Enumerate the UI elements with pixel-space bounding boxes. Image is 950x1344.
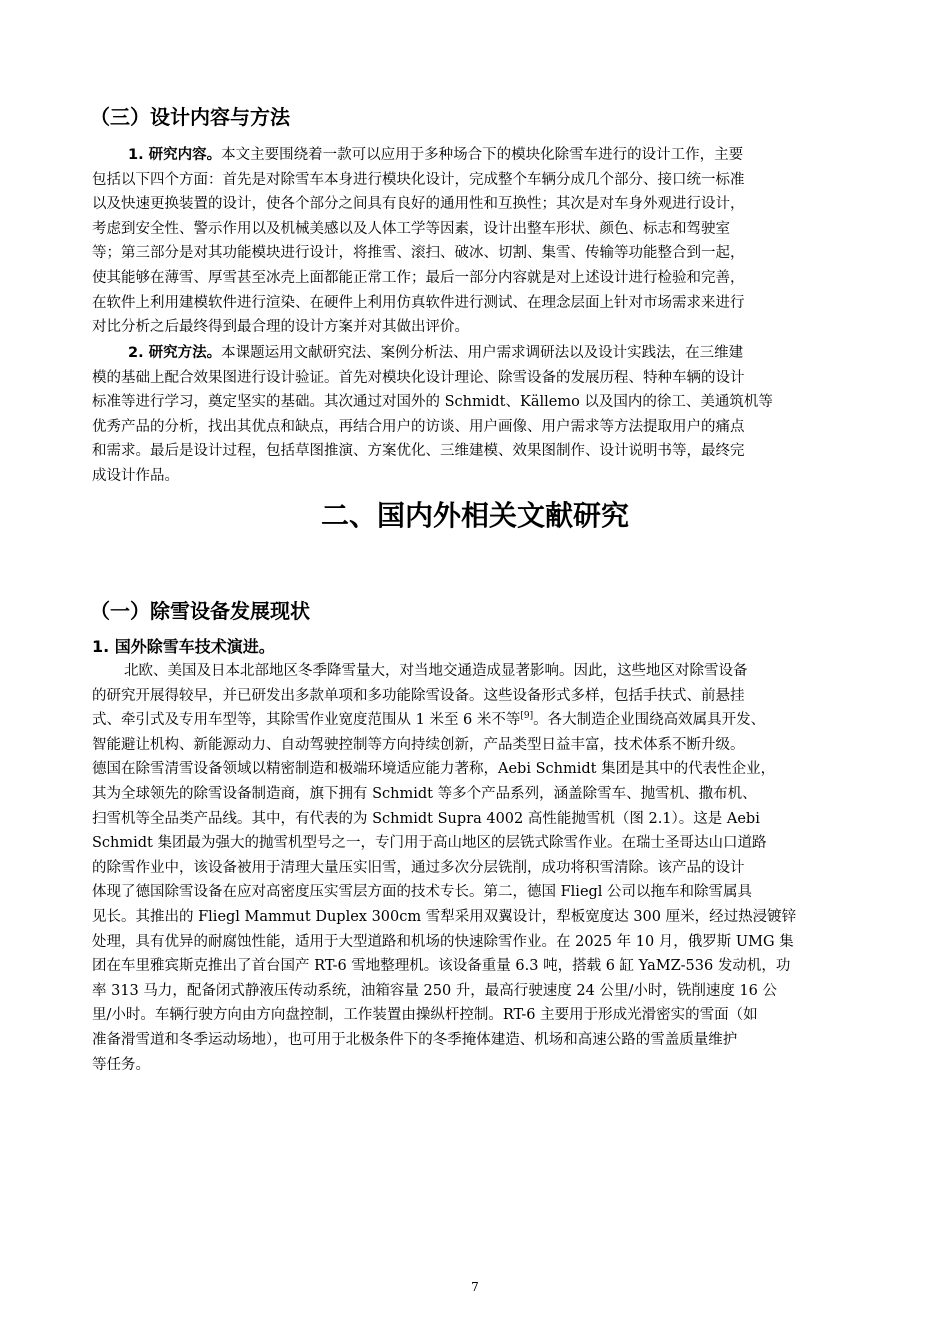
text-line: 处理，具有优异的耐腐蚀性能，适用于大型道路和机场的快速除雪作业。在 2025 年 10 月，俄罗斯 UMG 集 (92, 933, 794, 950)
text-line: 的研究开展得较早，并已研发出多款单项和多功能除雪设备。这些设备形式多样，包括手扶式、前悬挂 (92, 687, 745, 704)
paragraph-foreign-tech (92, 659, 872, 1077)
text-line: 扫雪机等全品类产品线。其中，有代表的为 Schmidt Supra 4002 高性能抛雪机（图 2.1）。这是 Aebi (92, 810, 760, 827)
text-line: 德国在除雪清雪设备领域以精密制造和极端环境适应能力著称，Aebi Schmidt 集团是其中的代表性企业， (92, 761, 776, 778)
text-line: 以及快速更换装置的设计，使各个部分之间具有良好的通用性和互换性；其次是对车身外观进行设计， (92, 196, 745, 213)
text-span: 式、牵引式及专用车型等，其除雪作业宽度范围从 1 米至 6 米不等 (92, 712, 521, 729)
text-line: 优秀产品的分析，找出其优点和缺点，再结合用户的访谈、用户画像、用户需求等方法提取用户的痛点 (92, 418, 745, 435)
text-line: 的除雪作业中，该设备被用于清理大量压实旧雪，通过多次分层铣削，成功将积雪清除。该产品的设计 (92, 859, 745, 876)
paragraph-lead: 1. 研究内容。 (128, 147, 222, 163)
text-line: 率 313 马力，配备闭式静液压传动系统，油箱容量 250 升，最高行驶速度 24 公里/小时，铣削速度 16 公 (92, 982, 778, 999)
chapter-heading: 二、国内外相关文献研究 (320, 499, 629, 532)
text-line (92, 143, 872, 168)
text-line: 体现了德国除雪设备在应对高密度压实雪层方面的技术专长。第二，德国 Fliegl 公司以拖车和除雪属具 (92, 884, 753, 901)
text-line: 对比分析之后最终得到最合理的设计方案并对其做出评价。 (92, 319, 469, 336)
text-span: 本文主要围绕着一款可以应用于多种场合下的模块化除雪车进行的设计工作，主要 (221, 147, 744, 163)
text-line: 团在车里雅宾斯克推出了首台国产 RT-6 雪地整理机。该设备重量 6.3 吨，搭载 6 缸 YaMZ-536 发动机，功 (92, 958, 791, 975)
citation-ref: [9] (520, 711, 534, 722)
text-line: Schmidt 集团最为强大的抛雪机型号之一，专门用于高山地区的层铣式除雪作业。在瑞士圣哥达山口道路 (92, 835, 767, 852)
text-line (92, 341, 872, 366)
text-span: 。各大制造企业围绕高效属具开发、 (533, 712, 766, 729)
text-line: 见长。其推出的 Fliegl Mammut Duplex 300cm 雪犁采用双翼设计，犁板宽度达 300 厘米，经过热浸镀锌 (92, 908, 797, 925)
text-line: 使其能够在薄雪、厚雪甚至冰壳上面都能正常工作；最后一部分内容就是对上述设计进行检验和完善， (92, 269, 745, 286)
text-line: 等；第三部分是对其功能模块进行设计，将推雪、滚扫、破冰、切割、集雪、传输等功能整合到一起， (92, 245, 745, 262)
text-line: 准备滑雪道和冬季运动场地），也可用于北极条件下的冬季掩体建造、机场和高速公路的雪盖质量维护 (92, 1031, 738, 1048)
page-number: 7 (471, 1280, 479, 1294)
text-line: 等任务。 (92, 1056, 150, 1073)
paragraph-research-content (92, 143, 872, 340)
text-line: 其为全球领先的除雪设备制造商，旗下拥有 Schmidt 等多个产品系列，涵盖除雪车、抛雪机、撒布机、 (92, 785, 757, 802)
text-line: 标准等进行学习，奠定坚实的基础。其次通过对国外的 Schmidt、Källemo 以及国内的徐工、美通筑机等 (92, 394, 773, 411)
text-span: 本课题运用文献研究法、案例分析法、用户需求调研法以及设计实践法，在三维建 (221, 345, 744, 361)
text-line: 和需求。最后是设计过程，包括草图推演、方案优化、三维建模、效果图制作、设计说明书等，最终完 (92, 443, 745, 460)
text-line: 考虑到安全性、警示作用以及机械美感以及人体工学等因素，设计出整车形状、颜色、标志和驾驶室 (92, 220, 730, 237)
text-line: 包括以下四个方面：首先是对除雪车本身进行模块化设计，完成整个车辆分成几个部分、接口统一标准 (92, 171, 745, 188)
paragraph-lead: 2. 研究方法。 (128, 345, 222, 361)
text-line (92, 708, 872, 733)
section-heading-design-content: （三）设计内容与方法 (90, 105, 290, 129)
text-line: 在软件上利用建模软件进行渲染、在硬件上利用仿真软件进行测试、在理念层面上针对市场需求来进行 (92, 294, 745, 311)
subsection-heading: 1. 国外除雪车技术演进。 (92, 637, 275, 656)
text-line: 成设计作品。 (92, 467, 179, 484)
text-line: 北欧、美国及日本北部地区冬季降雪量大，对当地交通造成显著影响。因此，这些地区对除雪设备 (124, 663, 748, 679)
text-line: 智能避让机构、新能源动力、自动驾驶控制等方向持续创新，产品类型日益丰富，技术体系不断升级。 (92, 736, 745, 753)
paragraph-research-method (92, 341, 872, 489)
text-line: 模的基础上配合效果图进行设计验证。首先对模块化设计理论、除雪设备的发展历程、特种车辆的设计 (92, 369, 745, 386)
section-heading-snow-equipment: （一）除雪设备发展现状 (90, 599, 310, 623)
text-line: 里/小时。车辆行驶方向由方向盘控制，工作装置由操纵杆控制。RT-6 主要用于形成光滑密实的雪面（如 (92, 1007, 758, 1024)
